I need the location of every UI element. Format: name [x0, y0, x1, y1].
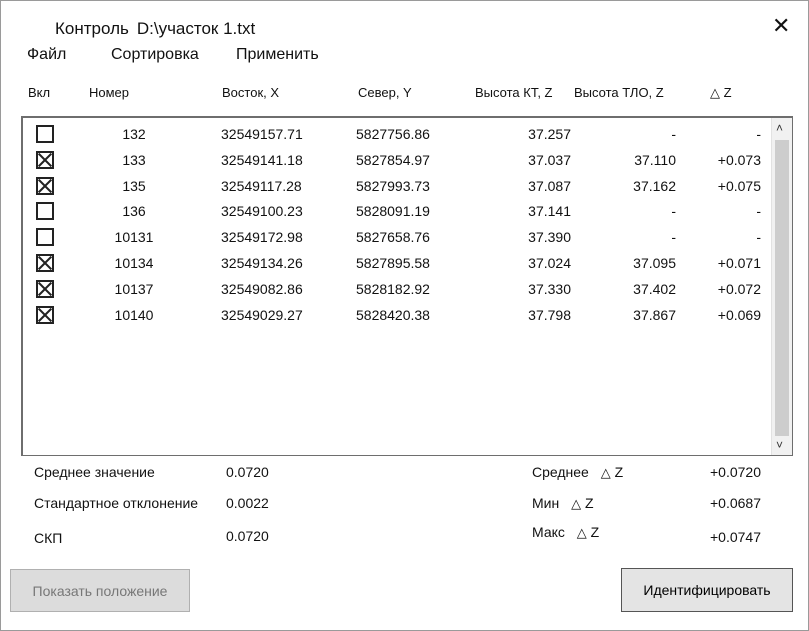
show-position-button[interactable]: Показать положение [10, 569, 190, 612]
column-header-delta-z[interactable] [710, 85, 732, 101]
row-east-x: 32549134.26 [221, 255, 303, 271]
table-row[interactable] [23, 122, 768, 148]
row-height-tlo: 37.867 [633, 306, 676, 323]
table-row[interactable] [23, 174, 768, 200]
column-header-north[interactable]: Север, Y [358, 85, 412, 100]
rms-value: 0.0720 [226, 528, 269, 544]
column-header-east[interactable]: Восток, X [222, 85, 280, 100]
row-delta-z: - [756, 126, 761, 142]
column-header-on[interactable]: Вкл [28, 85, 51, 100]
vertical-scrollbar[interactable] [771, 118, 792, 455]
row-height-tlo: - [671, 126, 676, 142]
table-row[interactable] [23, 277, 768, 303]
row-height-tlo: - [671, 229, 676, 246]
row-north-y: 5827993.73 [356, 177, 430, 194]
row-height-kt: 37.330 [528, 280, 571, 297]
row-east-x: 32549100.23 [221, 203, 303, 220]
row-height-tlo: 37.110 [634, 151, 676, 168]
row-east-x: 32549157.71 [221, 126, 303, 142]
row-height-kt: 37.390 [528, 229, 571, 246]
row-height-kt: 37.037 [528, 151, 571, 168]
table-row[interactable] [23, 148, 768, 174]
menu-apply[interactable]: Применить [236, 46, 319, 63]
row-checkbox[interactable] [36, 151, 54, 169]
dz-mean-value: +0.0720 [710, 464, 761, 480]
column-header-delta-z-label: Z [723, 85, 732, 100]
row-checkbox[interactable] [36, 254, 54, 272]
row-height-kt: 37.798 [528, 306, 571, 323]
row-height-tlo: 37.402 [633, 280, 676, 297]
mean-value: 0.0720 [226, 464, 269, 480]
row-east-x: 32549029.27 [221, 306, 303, 323]
identify-button[interactable]: Идентифицировать [621, 568, 793, 612]
delta-icon: △ [600, 465, 611, 480]
row-number: 135 [122, 177, 146, 194]
row-delta-z: +0.075 [717, 177, 761, 194]
column-header-number[interactable]: Номер [89, 85, 130, 100]
row-height-kt: 37.024 [528, 255, 571, 271]
scroll-up-icon[interactable]: ˄ [776, 121, 784, 135]
std-value: 0.0022 [226, 495, 269, 511]
row-checkbox[interactable] [36, 280, 54, 298]
window-title-text: Контроль [55, 19, 129, 38]
mean-label: Среднее значение [34, 464, 155, 480]
row-height-tlo: 37.095 [633, 255, 676, 271]
column-header-height-kt[interactable]: Высота КТ, Z [475, 85, 553, 100]
row-east-x: 32549082.86 [221, 280, 303, 297]
row-checkbox[interactable] [36, 306, 54, 324]
table-row[interactable] [23, 251, 768, 277]
row-height-kt: 37.257 [528, 126, 571, 142]
dz-max-label [532, 524, 599, 541]
column-header-height-tlo[interactable]: Высота ТЛО, Z [574, 85, 664, 100]
row-number: 10134 [114, 255, 154, 271]
row-delta-z: +0.072 [717, 280, 761, 297]
dz-max-label-text: Макс [532, 524, 565, 540]
row-east-x: 32549117.28 [221, 177, 302, 194]
row-number: 10140 [114, 306, 154, 323]
dz-letter: Z [614, 464, 624, 480]
dz-min-value: +0.0687 [710, 495, 761, 511]
row-checkbox[interactable] [36, 177, 54, 195]
close-icon[interactable]: ✕ [772, 13, 791, 38]
row-height-tlo: 37.162 [633, 177, 676, 194]
row-north-y: 5827895.58 [356, 255, 430, 271]
rms-label: СКП [34, 530, 63, 546]
row-east-x: 32549141.18 [221, 151, 303, 168]
row-height-kt: 37.141 [528, 203, 571, 220]
dz-letter: Z [590, 524, 600, 540]
row-height-tlo: - [671, 203, 676, 220]
row-height-kt: 37.087 [528, 177, 571, 194]
window-file-path: D:\участок 1.txt [136, 19, 256, 38]
delta-icon: △ [710, 85, 720, 100]
table-row[interactable] [23, 199, 768, 225]
dz-mean-label [532, 464, 623, 481]
row-north-y: 5827756.86 [356, 126, 430, 142]
dz-mean-label-text: Среднее [532, 464, 589, 480]
menu-file[interactable]: Файл [27, 46, 67, 63]
row-north-y: 5828182.92 [356, 280, 430, 297]
row-delta-z: +0.071 [717, 255, 761, 271]
dz-min-label-text: Мин [532, 495, 560, 511]
row-number: 10137 [114, 280, 154, 297]
dz-max-value: +0.0747 [710, 529, 761, 545]
scroll-down-icon[interactable]: ˅ [776, 438, 784, 452]
points-list[interactable] [21, 116, 793, 456]
row-number: 136 [122, 203, 146, 220]
std-label: Стандартное отклонение [34, 495, 199, 511]
scrollbar-thumb[interactable] [775, 140, 789, 436]
row-checkbox[interactable] [36, 228, 54, 246]
delta-icon: △ [576, 525, 587, 540]
window-title [55, 19, 255, 39]
row-number: 132 [122, 126, 146, 142]
table-row[interactable] [23, 303, 768, 329]
row-number: 133 [122, 151, 146, 168]
table-row[interactable] [23, 225, 768, 251]
dz-letter: Z [585, 495, 594, 511]
row-north-y: 5827854.97 [356, 151, 430, 168]
row-north-y: 5828420.38 [356, 306, 430, 323]
row-checkbox[interactable] [36, 202, 54, 220]
row-delta-z: +0.073 [717, 151, 761, 168]
delta-icon: △ [571, 496, 582, 511]
row-north-y: 5827658.76 [356, 229, 430, 246]
row-delta-z: - [756, 203, 761, 220]
dz-min-label [532, 495, 594, 512]
row-delta-z: +0.069 [717, 306, 761, 323]
menu-sort[interactable]: Сортировка [111, 46, 199, 63]
row-delta-z: - [756, 229, 761, 246]
row-north-y: 5828091.19 [356, 203, 430, 220]
row-east-x: 32549172.98 [221, 229, 303, 246]
row-number: 10131 [114, 229, 154, 246]
row-checkbox[interactable] [36, 125, 54, 143]
